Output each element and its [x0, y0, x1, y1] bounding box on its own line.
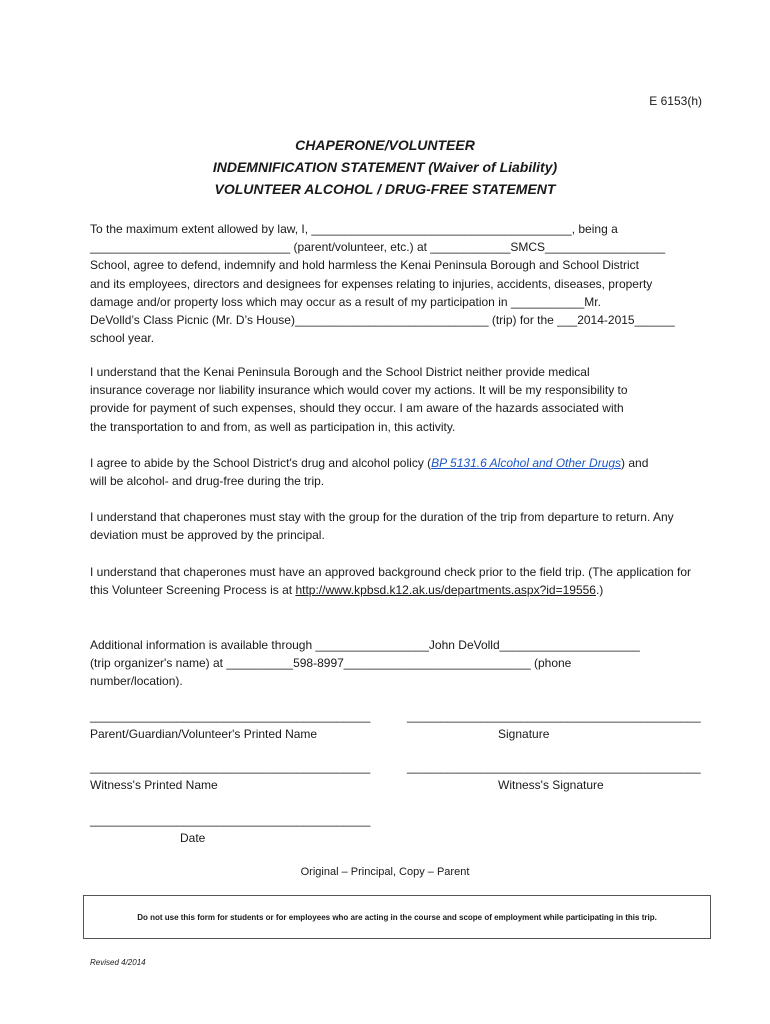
- paragraph-line: ______________________________ (parent/volunteer, etc.) at ____________SMCS__________________: [90, 240, 666, 255]
- screening-link[interactable]: http://www.kpbsd.k12.ak.us/departments.aspx?id=19556: [295, 583, 596, 598]
- distribution-note: Original – Principal, Copy – Parent: [300, 866, 470, 878]
- title-line-1: CHAPERONE/VOLUNTEER: [295, 137, 475, 153]
- parent-name-line: __________________________________________: [90, 709, 371, 723]
- parent-name-label: Parent/Guardian/Volunteer's Printed Name: [90, 727, 318, 741]
- notice-box: [83, 895, 711, 939]
- background-check-paragraph: [90, 563, 702, 599]
- witness-name-line: __________________________________________: [90, 760, 371, 774]
- paragraph-line: Additional information is available through _________________John DeVolld_____________________: [90, 638, 640, 652]
- witness-signature-label: Witness's Signature: [498, 778, 604, 792]
- document-title: [0, 134, 770, 200]
- paragraph-text: I agree to abide by the School District's drug and alcohol policy (: [90, 456, 432, 470]
- witness-signature-line: ____________________________________________: [407, 760, 701, 774]
- paragraph-line: School, agree to defend, indemnify and hold harmless the Kenai Peninsula Borough and School District: [90, 258, 640, 273]
- paragraph-text: ) and: [621, 456, 649, 470]
- title-line-3: VOLUNTEER ALCOHOL / DRUG-FREE STATEMENT: [214, 181, 556, 197]
- drug-policy-paragraph: [90, 454, 702, 490]
- paragraph-line: the transportation to and from, as well as participation in, this activity.: [90, 419, 456, 434]
- date-label: Date: [180, 831, 206, 845]
- paragraph-line: and its employees, directors and designees for expenses relating to injuries, accidents, diseases, property: [90, 276, 653, 291]
- notice-text: Do not use this form for students or for employees who are acting in the course and scope of employment while participating in this trip.: [137, 912, 657, 922]
- paragraph-line: (trip organizer's name) at __________598-8997____________________________ (phone: [90, 656, 572, 671]
- paragraph-line: provide for payment of such expenses, should they occur. I am aware of the hazards associated with: [90, 401, 624, 416]
- group-paragraph: I understand that chaperones must stay with the group for the duration of the trip from departure to return. Any deviation must be approved by the principal.: [90, 510, 674, 543]
- signature-label: Signature: [498, 727, 550, 741]
- paragraph-text: I understand that chaperones must have an approved background check prior to the field trip. (The application for this Volunteer Screening Process is at: [90, 565, 692, 598]
- paragraph-line: number/location).: [90, 674, 183, 689]
- signature-line: ____________________________________________: [407, 709, 701, 723]
- paragraph-line: insurance coverage nor liability insurance which would cover my actions. It will be my responsibility to: [90, 383, 628, 398]
- insurance-paragraph: [90, 363, 702, 436]
- form-code: E 6153(h): [649, 94, 702, 108]
- paragraph-line: I understand that the Kenai Peninsula Borough and the School District neither provide medical: [90, 365, 590, 379]
- additional-info-paragraph: [90, 636, 702, 691]
- paragraph-line: will be alcohol- and drug-free during the trip.: [90, 474, 325, 489]
- paragraph-line: damage and/or property loss which may occur as a result of my participation in ___________Mr.: [90, 294, 601, 309]
- paragraph-line: school year.: [90, 331, 155, 346]
- witness-name-label: Witness's Printed Name: [90, 778, 218, 792]
- revision-date: Revised 4/2014: [90, 958, 146, 967]
- indemnification-paragraph: [90, 220, 702, 347]
- paragraph-text: .): [595, 583, 604, 598]
- policy-link[interactable]: BP 5131.6 Alcohol and Other Drugs: [431, 456, 622, 470]
- paragraph-line: To the maximum extent allowed by law, I, _______________________________________, being a: [90, 222, 618, 236]
- title-line-2: INDEMNIFICATION STATEMENT (Waiver of Liability): [212, 159, 558, 175]
- date-line: __________________________________________: [90, 813, 371, 827]
- paragraph-line: DeVolld’s Class Picnic (Mr. D’s House)_____________________________ (trip) for the ___2014-2015______: [90, 313, 675, 328]
